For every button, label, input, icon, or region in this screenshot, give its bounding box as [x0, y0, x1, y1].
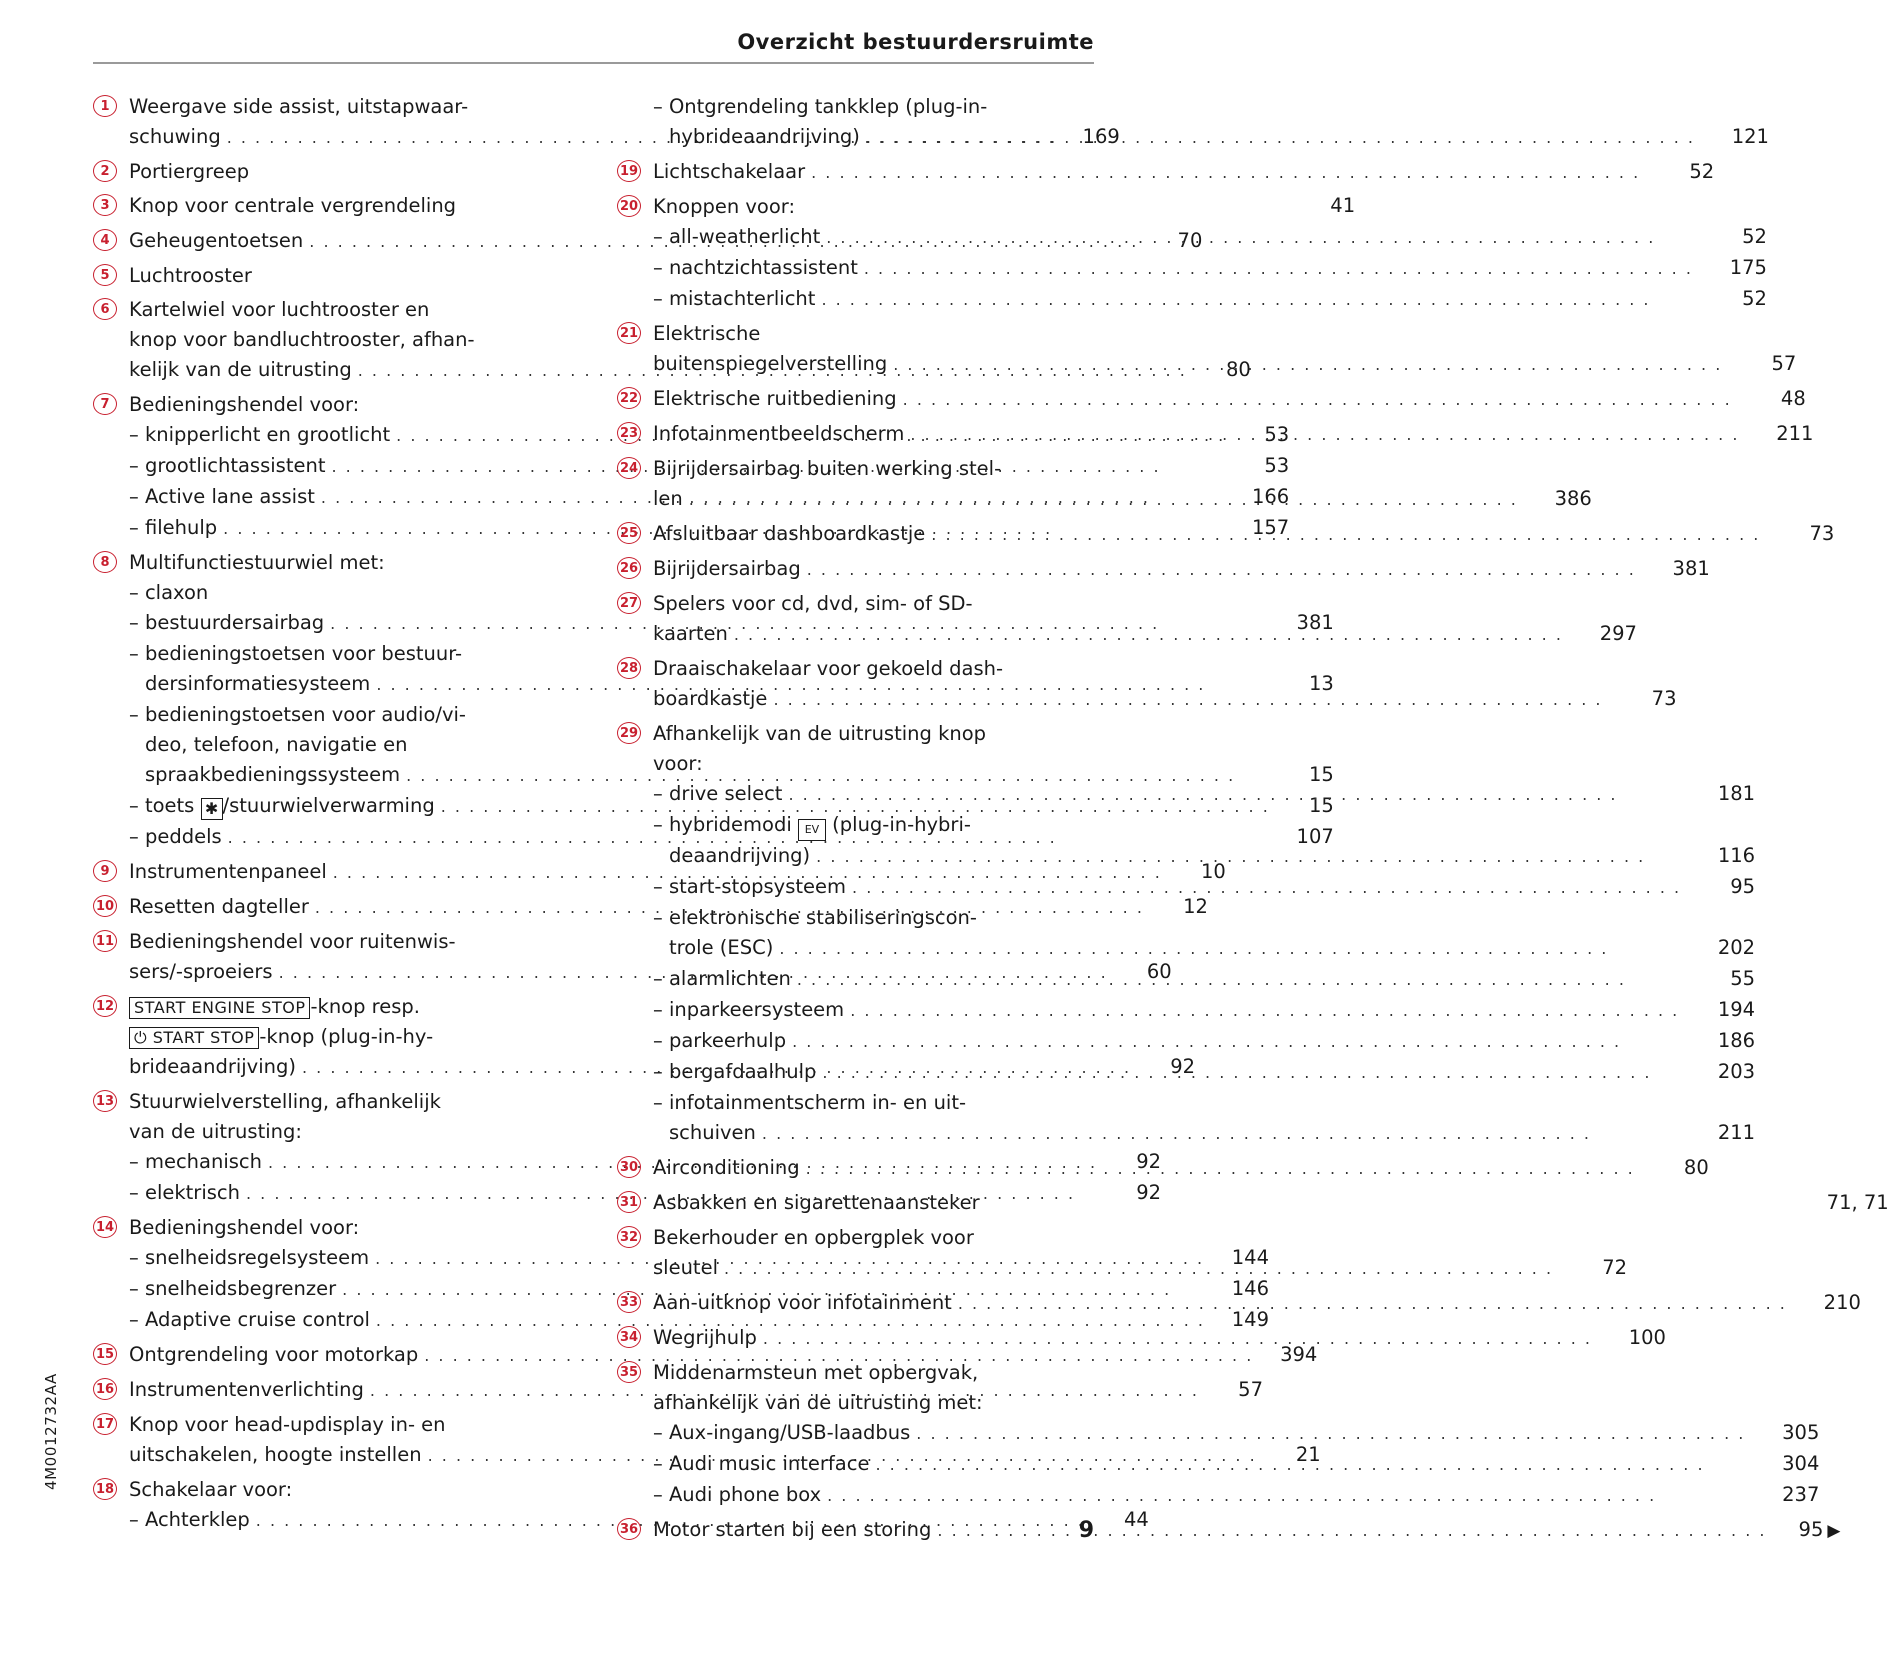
page-ref[interactable]: 10	[1200, 860, 1226, 883]
page-ref[interactable]: 116	[1717, 844, 1756, 867]
entry-text: Stuurwielverstelling, afhankelijk	[129, 1090, 441, 1113]
page-ref[interactable]: 71, 71	[1826, 1191, 1889, 1214]
page-ref[interactable]: 53	[1264, 423, 1290, 446]
sub-item-text: – all-weatherlicht	[653, 222, 820, 252]
entry-number: 18	[93, 1478, 117, 1500]
entry-34	[617, 1323, 1666, 1354]
entry-number: 28	[617, 657, 641, 679]
entry-text: afhankelijk van de uitrusting met:	[653, 1391, 983, 1414]
page-ref[interactable]: 80	[1683, 1156, 1709, 1179]
entry-number: 9	[93, 860, 117, 882]
entry-18-continued	[617, 92, 1769, 153]
entry-number: 8	[93, 551, 117, 573]
page-ref[interactable]: 186	[1717, 1029, 1756, 1052]
entry-number: 6	[93, 298, 117, 320]
sub-item-text: – toets ✱ /stuurwielverwarming	[129, 791, 435, 821]
entry-text: Elektrische ruitbediening	[653, 387, 897, 410]
entry-text: Multifunctiestuurwiel met:	[129, 551, 385, 574]
page-ref[interactable]: 95 ▶	[1798, 1518, 1841, 1541]
entry-text: len	[653, 487, 683, 510]
page-ref[interactable]: 211	[1717, 1121, 1756, 1144]
entry-number: 4	[93, 229, 117, 251]
entry-number: 1	[93, 95, 117, 117]
entry-number: 20	[617, 195, 641, 217]
entry-text: Wegrijhulp	[653, 1326, 757, 1349]
page-ref[interactable]: 70	[1177, 229, 1203, 252]
sub-item-text: – infotainmentscherm in- en uit-	[653, 1088, 966, 1118]
entry-number: 30	[617, 1156, 641, 1178]
sub-item-text: – nachtzichtassistent	[653, 253, 858, 283]
page-ref[interactable]: 15	[1308, 763, 1334, 786]
entry-number: 12	[93, 995, 117, 1017]
entry-text: Knoppen voor:	[653, 195, 796, 218]
sub-item-text: – Aux-ingang/USB-laadbus	[653, 1418, 910, 1448]
entry-text: Elektrische	[653, 322, 761, 345]
page-ref[interactable]: 52	[1689, 160, 1715, 183]
entry-text: Instrumentenverlichting	[129, 1378, 364, 1401]
entry-text: uitschakelen, hoogte instellen	[129, 1443, 422, 1466]
sub-item-text: – Adaptive cruise control	[129, 1305, 370, 1335]
page-header-title: Overzicht bestuurdersruimte	[737, 30, 1094, 54]
entry-number: 14	[93, 1216, 117, 1238]
sub-item-text: spraakbedieningssysteem	[145, 763, 401, 786]
sub-item-text: – inparkeersysteem	[653, 995, 844, 1025]
entry-number: 25	[617, 522, 641, 544]
page-ref[interactable]: 73	[1651, 687, 1677, 710]
sub-item-text: – Audi music interface	[653, 1449, 869, 1479]
entry-text: Bijrijdersairbag	[653, 557, 801, 580]
entry-number: 21	[617, 322, 641, 344]
entry-text: brideaandrijving)	[129, 1055, 296, 1078]
entry-number: 27	[617, 592, 641, 614]
entry-5	[93, 261, 583, 291]
entry-text: Knop voor centrale vergrendeling	[129, 194, 457, 217]
entry-number: 13	[93, 1090, 117, 1112]
entry-text: Luchtrooster	[129, 264, 252, 287]
continue-arrow-icon: ▶	[1827, 1521, 1841, 1541]
sub-item-text: deaandrijving)	[669, 844, 811, 867]
page-ref[interactable]: 41	[1330, 194, 1356, 217]
entry-text: Bedieningshendel voor:	[129, 1216, 360, 1239]
page-ref[interactable]: 194	[1717, 998, 1756, 1021]
page-ref[interactable]: 80	[1225, 358, 1251, 381]
page-ref[interactable]: 381	[1672, 557, 1710, 580]
entry-number: 3	[93, 194, 117, 216]
page-ref[interactable]: 44	[1124, 1508, 1149, 1531]
sub-item-text: – bestuurdersairbag	[129, 608, 324, 638]
entry-text: Afhankelijk van de uitrusting knop	[653, 722, 987, 745]
sub-item-text: deo, telefoon, navigatie en	[145, 733, 408, 756]
page-ref[interactable]: 166	[1251, 485, 1290, 508]
page-ref[interactable]: 203	[1717, 1060, 1756, 1083]
page-ref[interactable]: 92	[1136, 1181, 1162, 1204]
page-ref[interactable]: 57	[1771, 352, 1797, 375]
sub-item-text: – snelheidsregelsysteem	[129, 1243, 369, 1273]
header-rule	[93, 62, 1094, 64]
entry-15	[93, 1340, 1318, 1371]
entry-text: sers/-sproeiers	[129, 960, 273, 983]
sub-item-text: hybrideaandrijving)	[669, 125, 860, 148]
sub-item-text: – Audi phone box	[653, 1480, 821, 1510]
entry-text: Aan-uitknop voor infotainment	[653, 1291, 952, 1314]
entry-text: Kartelwiel voor luchtrooster en	[129, 298, 430, 321]
entry-text: Bijrijdersairbag buiten werking stel-	[653, 457, 1002, 480]
sub-item-text: – hybridemodi EV (plug-in-hybri-	[653, 810, 971, 841]
entry-text: Middenarmsteun met opbergvak,	[653, 1361, 979, 1384]
entry-text: buitenspiegelverstelling	[653, 352, 888, 375]
page-ref[interactable]: 100	[1628, 1326, 1666, 1349]
page-number: 9	[1078, 1518, 1094, 1543]
entry-number: 23	[617, 422, 641, 444]
sub-item-text: – Active lane assist	[129, 482, 315, 512]
entry-number: 5	[93, 264, 117, 286]
page-ref[interactable]: 394	[1280, 1343, 1318, 1366]
entry-text: Knop voor head-updisplay in- en	[129, 1413, 446, 1436]
entry-22	[617, 384, 1806, 415]
entry-text: Asbakken en sigarettenaansteker	[653, 1191, 980, 1214]
page-ref[interactable]: 95	[1730, 875, 1756, 898]
entry-text: kelijk van de uitrusting	[129, 358, 352, 381]
page-ref[interactable]: 15	[1308, 794, 1334, 817]
page-ref[interactable]: 169	[1082, 125, 1120, 148]
sub-item-text: – start-stopsysteem	[653, 872, 846, 902]
sub-item-text: – filehulp	[129, 513, 217, 543]
page-ref[interactable]: 60	[1146, 960, 1172, 983]
entry-26	[617, 554, 1710, 585]
entry-text: Weergave side assist, uitstapwaar-	[129, 95, 469, 118]
page-ref[interactable]: 73	[1809, 522, 1835, 545]
entry-number: 19	[617, 160, 641, 182]
page-ref[interactable]: 381	[1296, 611, 1334, 634]
entry-number: 2	[93, 160, 117, 182]
page-ref[interactable]: 144	[1231, 1246, 1269, 1269]
heated-steering-wheel-key-icon: ✱	[201, 798, 223, 820]
entry-text: Draaischakelaar voor gekoeld dash-	[653, 657, 1004, 680]
entry-number: 15	[93, 1343, 117, 1365]
entry-text: Airconditioning	[653, 1156, 800, 1179]
sub-item-text: – peddels	[129, 822, 222, 852]
page-ref[interactable]: 107	[1296, 825, 1334, 848]
entry-text: -knop resp.	[310, 995, 421, 1018]
entry-number: 33	[617, 1291, 641, 1313]
document-code: 4M0012732AA	[42, 1373, 60, 1490]
sub-item-text: trole (ESC)	[669, 936, 774, 959]
sub-item-text: – drive select	[653, 779, 782, 809]
entry-text: Schakelaar voor:	[129, 1478, 293, 1501]
entry-text: -knop (plug-in-hy-	[259, 1025, 434, 1048]
page-ref[interactable]: 181	[1717, 782, 1756, 805]
entry-number: 7	[93, 393, 117, 415]
page-ref[interactable]: 52	[1742, 225, 1767, 248]
entry-text: Instrumentenpaneel	[129, 860, 327, 883]
page-ref[interactable]: 12	[1183, 895, 1208, 918]
entry-text: Spelers voor cd, dvd, sim- of SD-	[653, 592, 973, 615]
sub-item-text: – elektrisch	[129, 1178, 240, 1208]
entry-number: 35	[617, 1361, 641, 1383]
page-ref[interactable]: 121	[1731, 125, 1769, 148]
sub-item-text: – parkeerhulp	[653, 1026, 786, 1056]
page-ref[interactable]: 52	[1742, 287, 1767, 310]
sub-item-text: – bergafdaalhulp	[653, 1057, 816, 1087]
page-ref[interactable]: 149	[1231, 1308, 1269, 1331]
sub-item-text: – elektronische stabiliseringscon-	[653, 903, 977, 933]
page-ref[interactable]: 146	[1231, 1277, 1269, 1300]
entry-number: 34	[617, 1326, 641, 1348]
ev-mode-key-icon: EV	[798, 819, 826, 841]
entry-text: Infotainmentbeeldscherm	[653, 422, 905, 445]
sub-item-text: – Achterklep	[129, 1505, 250, 1535]
entry-2	[93, 157, 583, 187]
page-ref[interactable]: 304	[1782, 1452, 1820, 1475]
start-stop-key: ⏻ START STOP	[129, 1027, 259, 1049]
entry-number: 31	[617, 1191, 641, 1213]
sub-item-text: dersinformatiesysteem	[145, 672, 371, 695]
sub-item-text: – mechanisch	[129, 1147, 262, 1177]
sub-item-text: – claxon	[129, 578, 208, 608]
sub-item-text: schuiven	[669, 1121, 756, 1144]
sub-item-text: – snelheidsbegrenzer	[129, 1274, 336, 1304]
entry-text: van de uitrusting:	[129, 1120, 302, 1143]
page-ref[interactable]: 57	[1238, 1378, 1263, 1401]
page-ref[interactable]: 53	[1264, 454, 1290, 477]
page-ref[interactable]: 92	[1136, 1150, 1162, 1173]
page-ref[interactable]: 48	[1780, 387, 1806, 410]
entry-text: boardkastje	[653, 687, 768, 710]
entry-text: Bekerhouder en opbergplek voor	[653, 1226, 974, 1249]
entry-number: 36	[617, 1518, 641, 1540]
sub-item-text: – bedieningstoetsen voor audio/vi-	[129, 700, 466, 730]
entry-number: 22	[617, 387, 641, 409]
sub-item-text: – bedieningstoetsen voor bestuur-	[129, 639, 462, 669]
sub-item-text: – mistachterlicht	[653, 284, 815, 314]
page-ref[interactable]: 175	[1729, 256, 1767, 279]
sub-item-text: – grootlichtassistent	[129, 451, 325, 481]
entry-text: knop voor bandluchtrooster, afhan-	[129, 328, 475, 351]
page-ref[interactable]: 202	[1717, 936, 1756, 959]
page-ref[interactable]: 297	[1599, 622, 1637, 645]
page-ref[interactable]: 55	[1730, 967, 1756, 990]
entry-text: Afsluitbaar dashboardkastje	[653, 522, 926, 545]
entry-text: kaarten	[653, 622, 728, 645]
sub-item-text: – alarmlichten	[653, 964, 791, 994]
page-ref[interactable]: 305	[1782, 1421, 1820, 1444]
page-ref[interactable]: 72	[1602, 1256, 1628, 1279]
page-ref[interactable]: 210	[1823, 1291, 1861, 1314]
entry-number: 24	[617, 457, 641, 479]
page-ref[interactable]: 237	[1782, 1483, 1820, 1506]
entry-number: 29	[617, 722, 641, 744]
page-ref[interactable]: 386	[1554, 487, 1592, 510]
entry-number: 17	[93, 1413, 117, 1435]
entry-text: Ontgrendeling voor motorkap	[129, 1343, 419, 1366]
page-ref[interactable]: 21	[1295, 1443, 1321, 1466]
sub-item-text: – Ontgrendeling tankklep (plug-in-	[653, 92, 987, 122]
start-engine-stop-key: START ENGINE STOP	[129, 997, 310, 1019]
entry-number: 11	[93, 930, 117, 952]
entry-number: 32	[617, 1226, 641, 1248]
entry-number: 26	[617, 557, 641, 579]
entry-text: Lichtschakelaar	[653, 160, 806, 183]
entry-number: 10	[93, 895, 117, 917]
page-ref[interactable]: 13	[1308, 672, 1334, 695]
page-ref[interactable]: 92	[1170, 1055, 1196, 1078]
entry-text: schuwing	[129, 125, 221, 148]
entry-number: 16	[93, 1378, 117, 1400]
entry-text: sleutel	[653, 1256, 718, 1279]
entry-text: Geheugentoetsen	[129, 229, 304, 252]
entry-text: voor:	[653, 752, 703, 775]
entry-text: Motor starten bij een storing	[653, 1518, 932, 1541]
entry-text: Portiergreep	[129, 160, 250, 183]
entry-text: Resetten dagteller	[129, 895, 309, 918]
entry-text: Bedieningshendel voor ruitenwis-	[129, 930, 456, 953]
entry-19	[617, 157, 1715, 188]
sub-item-text: – knipperlicht en grootlicht	[129, 420, 390, 450]
entry-text: Bedieningshendel voor:	[129, 393, 360, 416]
page-ref[interactable]: 157	[1251, 516, 1290, 539]
page-ref[interactable]: 211	[1776, 422, 1814, 445]
